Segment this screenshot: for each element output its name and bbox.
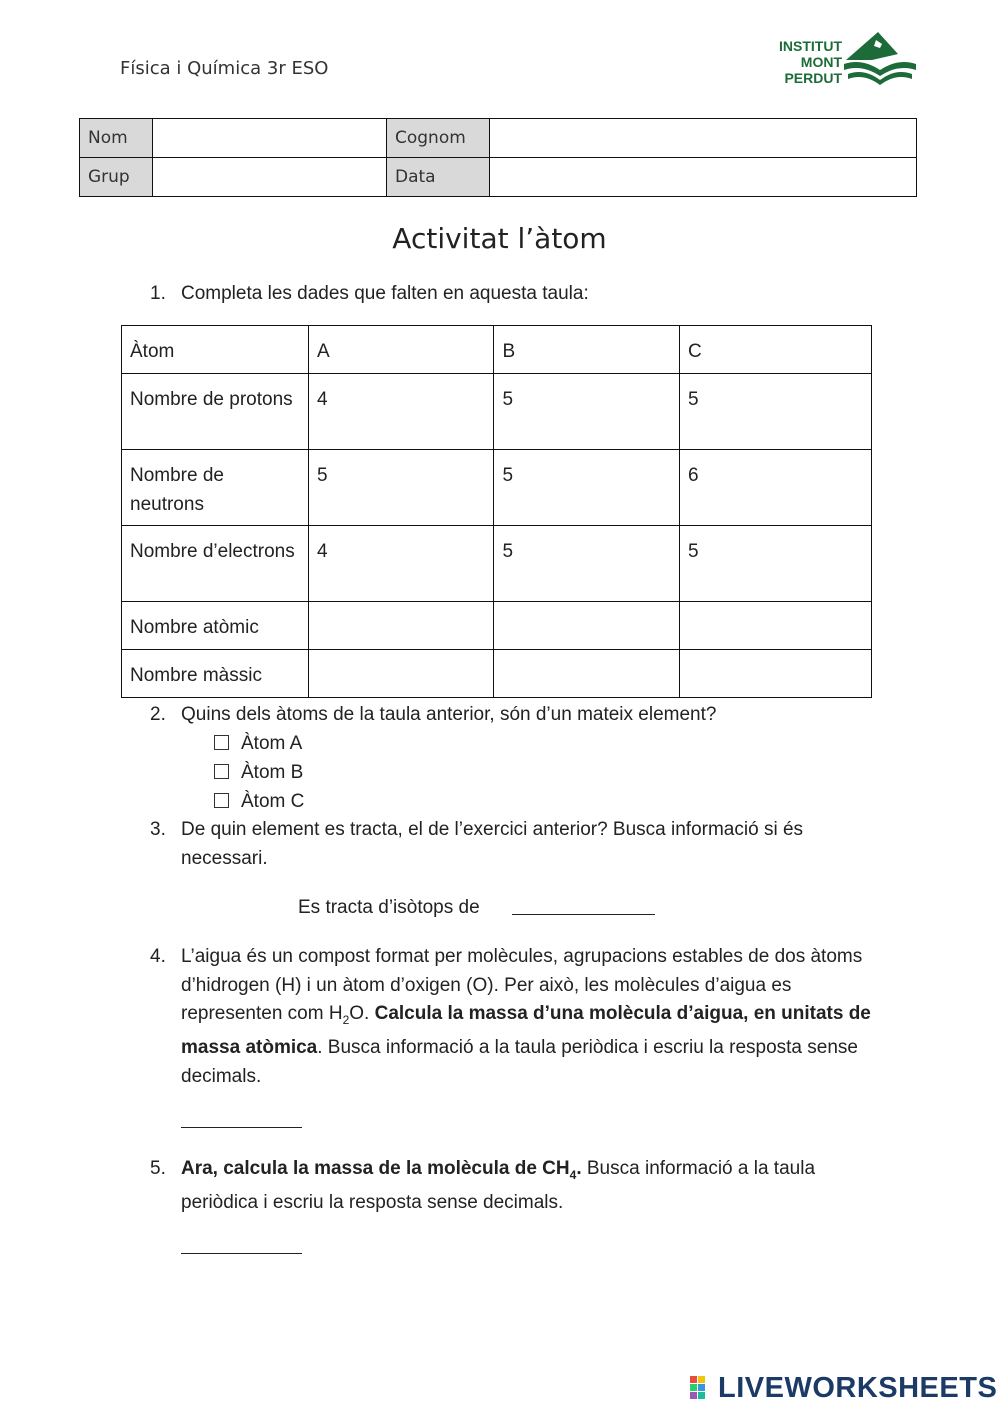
logo-line-1: INSTITUT	[779, 38, 842, 54]
question-4-text	[181, 943, 881, 1091]
question-5-answer-line[interactable]	[181, 1253, 302, 1254]
name-field[interactable]	[153, 119, 387, 158]
checkbox-icon[interactable]	[214, 793, 229, 808]
atomic-number-a-input[interactable]	[309, 602, 494, 650]
question-5-bold-b: .	[576, 1158, 582, 1179]
question-3-answer-prefix: Es tracta d’isòtops de	[298, 897, 480, 918]
mass-number-label: Nombre màssic	[122, 650, 309, 698]
mass-number-a-input[interactable]	[309, 650, 494, 698]
option-atom-a[interactable]	[214, 730, 302, 759]
date-label: Data	[387, 158, 490, 197]
logo-line-2: MONT	[800, 54, 842, 70]
question-4-text-a: L’aigua és un compost format per molècules, agrupacions estables de dos àtoms d’hidrogen (H) i un àtom d’oxigen (O). Per això, les molècules d’aigua es representen com H	[181, 946, 863, 1024]
course-title: Física i Química 3r ESO	[120, 58, 329, 79]
page-title: Activitat l’àtom	[392, 222, 607, 255]
protons-b: 5	[494, 374, 679, 450]
question-2-text: Quins dels àtoms de la taula anterior, són d’un mateix element?	[181, 704, 717, 725]
liveworksheets-icon	[690, 1376, 714, 1400]
option-atom-a-label: Àtom A	[241, 733, 303, 754]
group-label: Grup	[80, 158, 153, 197]
question-1-text: Completa les dades que falten en aquesta taula:	[181, 283, 589, 304]
name-label: Nom	[80, 119, 153, 158]
question-4-answer-line[interactable]	[181, 1127, 302, 1128]
question-4-number: 4.	[150, 946, 166, 967]
mass-number-b-input[interactable]	[494, 650, 679, 698]
surname-label: Cognom	[387, 119, 490, 158]
school-logo	[766, 30, 918, 90]
question-3-answer-line[interactable]	[512, 914, 655, 915]
date-field[interactable]	[490, 158, 917, 197]
student-info-table	[79, 118, 917, 197]
question-1-number: 1.	[150, 283, 166, 304]
option-atom-b[interactable]	[214, 759, 303, 788]
electrons-b: 5	[494, 526, 679, 602]
checkbox-icon[interactable]	[214, 735, 229, 750]
question-4-text-c: . Busca informació a la taula periòdica i escriu la resposta sense decimals.	[181, 1037, 858, 1087]
question-5-subscript: 4	[569, 1167, 577, 1182]
atom-a-header: A	[309, 326, 494, 374]
question-4-text-b: O.	[349, 1003, 375, 1024]
group-field[interactable]	[153, 158, 387, 197]
neutrons-label: Nombre de neutrons	[122, 450, 309, 526]
logo-line-3: PERDUT	[784, 70, 842, 86]
atom-table	[121, 325, 872, 698]
question-5-number: 5.	[150, 1158, 166, 1179]
question-2-number: 2.	[150, 704, 166, 725]
atomic-number-c-input[interactable]	[679, 602, 871, 650]
atom-c-header: C	[679, 326, 871, 374]
question-4-subscript: 2	[342, 1012, 350, 1027]
question-3-text: De quin element es tracta, el de l’exercici anterior? Busca informació si és necessari.	[181, 819, 804, 869]
question-5-rest: Busca informació a la taula periòdica i escriu la resposta sense decimals.	[181, 1158, 816, 1214]
mountain-book-icon	[842, 30, 918, 86]
atomic-number-label: Nombre atòmic	[122, 602, 309, 650]
liveworksheets-text: LIVEWORKSHEETS	[718, 1372, 998, 1404]
surname-field[interactable]	[490, 119, 917, 158]
option-atom-c[interactable]	[214, 788, 304, 817]
neutrons-b: 5	[494, 450, 679, 526]
neutrons-c: 6	[679, 450, 871, 526]
atom-b-header: B	[494, 326, 679, 374]
electrons-a: 4	[309, 526, 494, 602]
electrons-label: Nombre d’electrons	[122, 526, 309, 602]
electrons-c: 5	[679, 526, 871, 602]
mass-number-c-input[interactable]	[679, 650, 871, 698]
option-atom-b-label: Àtom B	[241, 762, 304, 783]
question-3-number: 3.	[150, 819, 166, 840]
checkbox-icon[interactable]	[214, 764, 229, 779]
option-atom-c-label: Àtom C	[241, 791, 305, 812]
neutrons-a: 5	[309, 450, 494, 526]
question-5-text	[181, 1155, 881, 1218]
protons-c: 5	[679, 374, 871, 450]
question-5-bold-a: Ara, calcula la massa de la molècula de CH	[181, 1158, 570, 1179]
atomic-number-b-input[interactable]	[494, 602, 679, 650]
protons-label: Nombre de protons	[122, 374, 309, 450]
protons-a: 4	[309, 374, 494, 450]
question-4-bold: Calcula la massa d’una molècula d’aigua, en unitats de massa atòmica	[181, 1003, 871, 1059]
atom-header: Àtom	[122, 326, 309, 374]
